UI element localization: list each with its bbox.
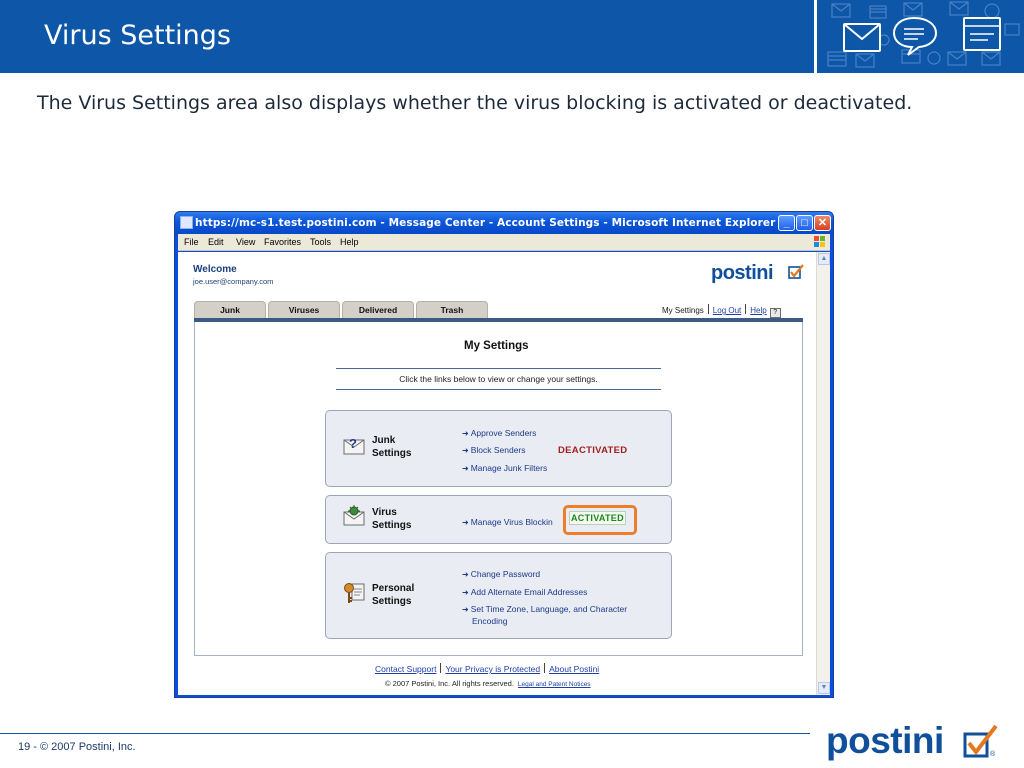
browser-window <box>174 211 834 698</box>
about-postini-link[interactable]: About Postini <box>549 664 600 674</box>
add-alternate-email-link[interactable]: ➜ Add Alternate Email Addresses <box>462 587 588 597</box>
postini-logo: postini <box>711 262 774 284</box>
ie-page-icon <box>180 216 193 229</box>
key-document-icon <box>343 581 365 605</box>
browser-title: https://mc-s1.test.postini.com - Message Center - Account Settings - Microsoft Internet Explorer <box>195 217 776 229</box>
copyright-text: © 2007 Postini, Inc. All rights reserved. <box>385 679 514 688</box>
junk-settings-title-2: Settings <box>372 448 412 459</box>
personal-settings-title-2: Settings <box>372 596 412 607</box>
my-settings-label: My Settings <box>662 306 704 315</box>
help-link[interactable]: Help <box>750 306 767 315</box>
menu-view[interactable]: View <box>236 237 256 247</box>
footer-rule <box>0 733 810 734</box>
privacy-link[interactable]: Your Privacy is Protected <box>445 664 541 674</box>
header-separator <box>814 0 817 73</box>
logout-link[interactable]: Log Out <box>712 306 742 315</box>
slide-footer-text: 19 - © 2007 Postini, Inc. <box>18 741 136 753</box>
instruction-text: Click the links below to view or change your settings. <box>399 374 598 384</box>
footer-checkmark-icon <box>962 724 1002 758</box>
scroll-down-icon[interactable]: ▼ <box>818 682 830 694</box>
browser-scrollbar[interactable] <box>816 252 830 695</box>
browser-content <box>178 252 816 695</box>
virus-settings-title-2: Settings <box>372 520 412 531</box>
personal-settings-title-1: Personal <box>372 583 415 594</box>
block-senders-link[interactable]: ➜ Block Senders <box>462 445 526 455</box>
question-envelope-icon <box>343 434 365 456</box>
slide-title: Virus Settings <box>44 20 231 51</box>
set-time-zone-link-cont[interactable]: Encoding <box>472 616 508 626</box>
svg-text:?: ? <box>349 436 357 451</box>
tab-junk[interactable]: Junk <box>194 301 266 318</box>
header-decoration <box>822 0 1024 73</box>
manage-virus-blocking-link[interactable]: ➜ Manage Virus Blockin <box>462 517 553 527</box>
svg-text:®: ® <box>990 751 996 758</box>
junk-status-badge: DEACTIVATED <box>558 445 628 456</box>
user-email: joe.user@company.com <box>193 277 274 286</box>
checkmark-logo-icon <box>788 264 804 280</box>
heading-rule-top <box>336 368 661 369</box>
browser-titlebar[interactable] <box>175 212 833 234</box>
page-heading: My Settings <box>464 340 529 352</box>
tab-viruses[interactable]: Viruses <box>268 301 340 318</box>
menu-edit[interactable]: Edit <box>208 237 224 247</box>
help-icon[interactable]: ? <box>770 308 781 318</box>
change-password-link[interactable]: ➜ Change Password <box>462 569 541 579</box>
footer-logo-text: postini <box>826 720 944 761</box>
welcome-label: Welcome <box>193 264 237 275</box>
approve-senders-link[interactable]: ➜ Approve Senders <box>462 428 537 438</box>
menu-file[interactable]: File <box>184 237 199 247</box>
browser-menubar <box>178 234 830 251</box>
menu-tools[interactable]: Tools <box>310 237 332 247</box>
menu-help[interactable]: Help <box>340 237 359 247</box>
set-time-zone-link[interactable]: ➜ Set Time Zone, Language, and Character <box>462 604 628 614</box>
manage-junk-filters-link[interactable]: ➜ Manage Junk Filters <box>462 463 548 473</box>
virus-status-badge: ACTIVATED <box>571 513 624 523</box>
minimize-button[interactable]: _ <box>778 215 795 231</box>
footer-logo <box>826 720 1006 762</box>
message-icons-pattern <box>822 0 1024 73</box>
junk-settings-title-1: Junk <box>372 435 396 446</box>
top-links <box>662 304 781 318</box>
menu-favorites[interactable]: Favorites <box>264 237 302 247</box>
scroll-up-icon[interactable]: ▲ <box>818 253 830 265</box>
slide-subtitle: The Virus Settings area also displays whether the virus blocking is activated or deactivated. <box>37 92 913 114</box>
close-button[interactable]: ✕ <box>814 215 831 231</box>
windows-flag-icon <box>813 235 827 249</box>
heading-rule-bottom <box>336 389 661 390</box>
page-footer-links <box>375 663 599 674</box>
contact-support-link[interactable]: Contact Support <box>375 664 437 674</box>
virus-envelope-icon <box>342 505 366 527</box>
copyright-line <box>385 679 591 688</box>
tab-delivered[interactable]: Delivered <box>342 301 414 318</box>
tab-trash[interactable]: Trash <box>416 301 488 318</box>
maximize-button[interactable]: □ <box>796 215 813 231</box>
virus-settings-title-1: Virus <box>372 507 397 518</box>
legal-notices-link[interactable]: Legal and Patent Notices <box>517 681 591 688</box>
